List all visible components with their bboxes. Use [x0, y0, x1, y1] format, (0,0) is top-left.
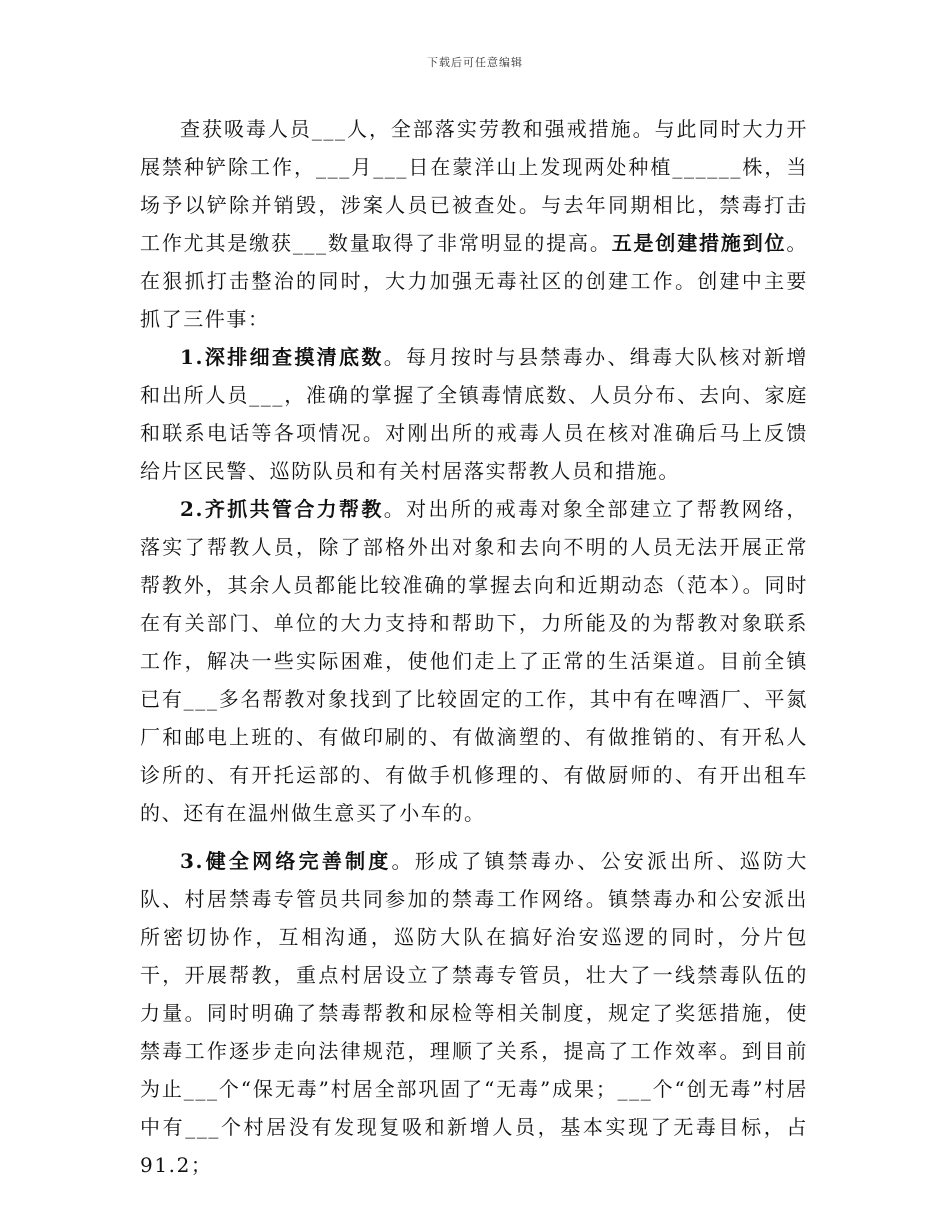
- document-body: [140, 110, 808, 1184]
- paragraph-item-2: [140, 490, 808, 832]
- item-2-text: 。对出所的戒毒对象全部建立了帮教网络，落实了帮教人员，除了部格外出对象和去向不明的人员无法开展正常帮教外，其余人员都能比较准确的掌握去向和近期动态（范本）。同时在有关部门、单位的大力支持和帮助下，力所能及的为帮教对象联系工作，解决一些实际困难，使他们走上了正常的生活渠道。目前全镇已有___多名帮教对象找到了比较固定的工作，其中有在啤酒厂、平氮厂和邮电上班的、有做印刷的、有做滴塑的、有做推销的、有开私人诊所的、有开托运部的、有做手机修理的、有做厨师的、有开出租车的、还有在温州做生意买了小车的。: [140, 497, 808, 825]
- item-3-text: 。形成了镇禁毒办、公安派出所、巡防大队、村居禁毒专管员共同参加的禁毒工作网络。镇禁毒办和公安派出所密切协作，互相沟通，巡防大队在搞好治安巡逻的同时，分片包干，开展帮教，重点村居设立了禁毒专管员，壮大了一线禁毒队伍的力量。同时明确了禁毒帮教和尿检等相关制度，规定了奖惩措施，使禁毒工作逐步走向法律规范，理顺了关系，提高了工作效率。到目前为止___个“保无毒”村居全部巩固了“无毒”成果；___个“创无毒”村居中有___个村居没有发现复吸和新增人员，基本实现了无毒目标，占91.2；: [140, 849, 808, 1177]
- item-1-heading: 1.深排细查摸清底数: [180, 345, 384, 369]
- paragraph-intro-tail: 。在狠抓打击整治的同时，大力加强无毒社区的创建工作。创建中主要抓了三件事：: [140, 231, 808, 331]
- section-five-heading: 五是创建措施到位: [611, 231, 787, 255]
- page-header: 下载后可任意编辑: [427, 56, 523, 69]
- item-3-heading: 3.健全网络完善制度: [180, 849, 392, 873]
- item-2-heading: 2.齐抓共管合力帮教: [180, 497, 384, 521]
- paragraph-intro-text: 查获吸毒人员___人，全部落实劳教和强戒措施。与此同时大力开展禁种铲除工作，___月___日在蒙洋山上发现两处种植______株，当场予以铲除并销毁，涉案人员已被查处。与去年同期相比，禁毒打击工作尤其是缴获___数量取得了非常明显的提高。: [140, 117, 808, 255]
- paragraph-gap: [140, 832, 808, 842]
- paragraph-item-1: [140, 338, 808, 490]
- paragraph-item-3: [140, 842, 808, 1184]
- item-1-text: 。每月按时与县禁毒办、缉毒大队核对新增和出所人员___，准确的掌握了全镇毒情底数、人员分布、去向、家庭和联系电话等各项情况。对刚出所的戒毒人员在核对准确后马上反馈给片区民警、巡防队员和有关村居落实帮教人员和措施。: [140, 345, 808, 483]
- paragraph-intro: [140, 110, 808, 338]
